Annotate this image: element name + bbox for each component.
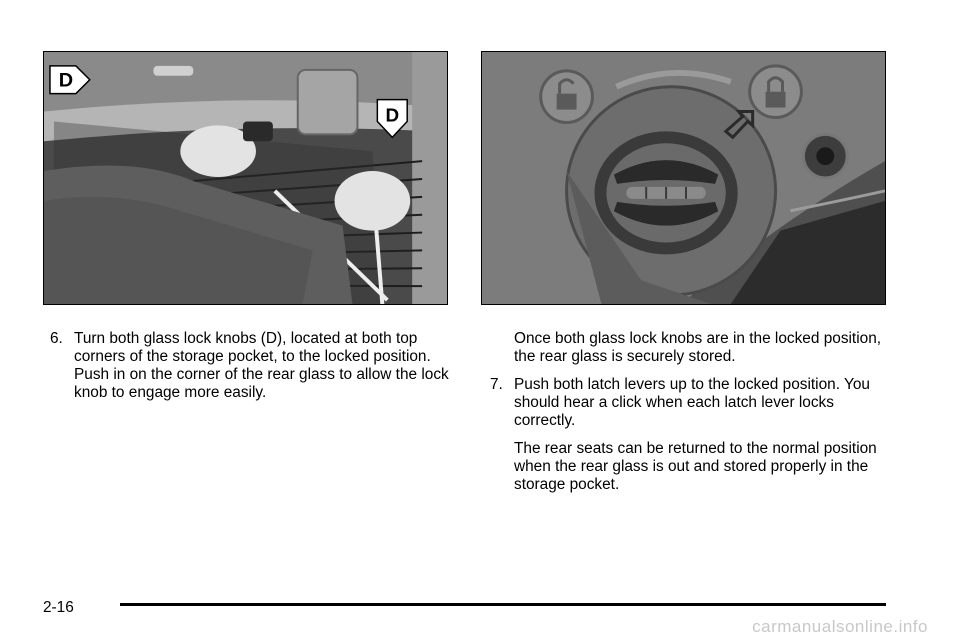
callout-d-left: D	[58, 69, 74, 92]
left-text-column	[50, 330, 460, 402]
step-6-text: Turn both glass lock knobs (D), located at both top corners of the storage pocket, to the locked position. Push in on the corner of the rear glass to allow the lock knob to engage more easily.	[74, 330, 449, 401]
step-7	[490, 376, 890, 430]
footer-rule	[120, 603, 886, 606]
step-6-number: 6.	[50, 330, 63, 347]
lock-knob-photo	[482, 52, 885, 304]
step-6	[50, 330, 460, 402]
followup-paragraph: The rear seats can be returned to the normal position when the rear glass is out and stored properly in the storage pocket.	[514, 440, 877, 493]
intro-paragraph: Once both glass lock knobs are in the locked position, the rear glass is securely stored.	[514, 330, 882, 365]
page-number: 2-16	[43, 599, 74, 616]
figure-glass-lock-knobs	[43, 51, 448, 305]
step-7-text: Push both latch levers up to the locked position. You should hear a click when each latch lever locks correctly.	[514, 376, 870, 429]
watermark: carmanualsonline.info	[752, 617, 928, 636]
figure-lock-knob-closeup	[481, 51, 886, 305]
step-7-number: 7.	[490, 376, 503, 393]
glass-lock-photo	[44, 52, 447, 304]
right-text-column	[490, 330, 890, 494]
callout-d-right: D	[385, 104, 400, 126]
